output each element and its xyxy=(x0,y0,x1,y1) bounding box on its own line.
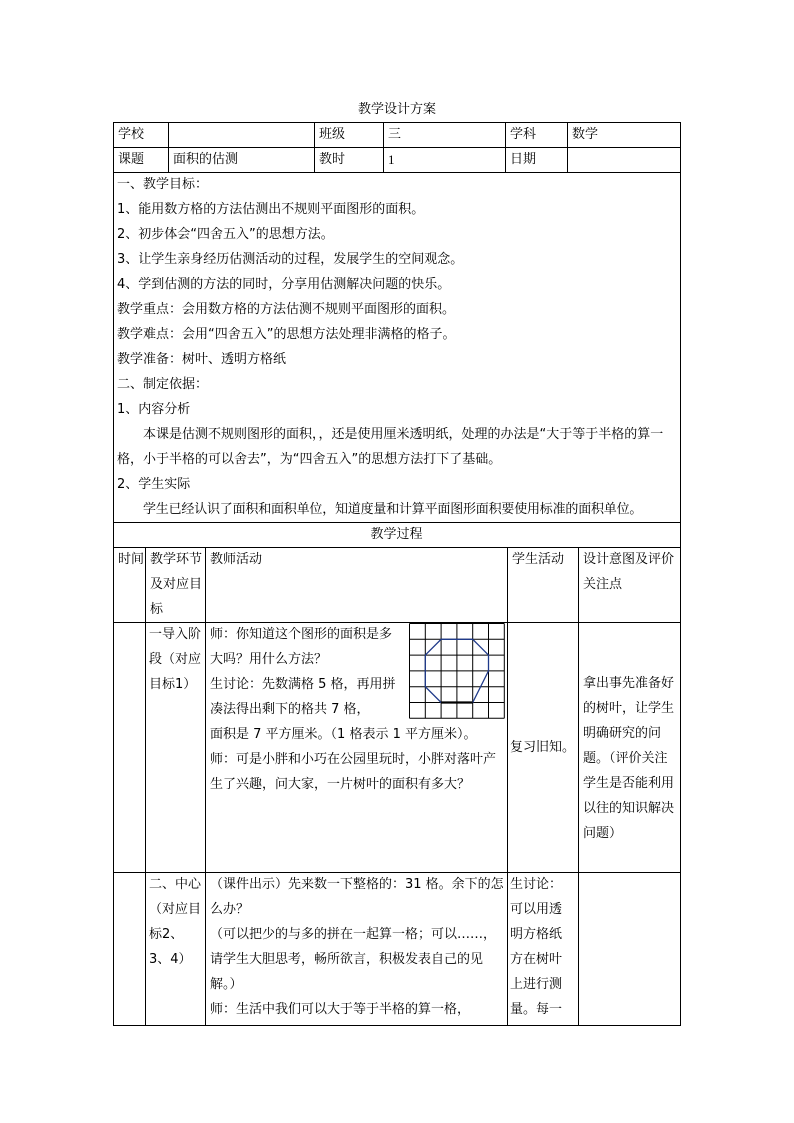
table-rule xyxy=(168,122,169,173)
teacher-activity-text: 师：你知道这个图形的面积是多大吗？用什么方法？ xyxy=(210,627,393,667)
preparation: 教学准备：树叶、透明方格纸 xyxy=(117,352,287,367)
teacher-activity-text: 师：生活中我们可以大于等于半格的算一格， xyxy=(210,1002,471,1017)
date-label: 日期 xyxy=(510,152,537,167)
grid-figure xyxy=(409,623,505,719)
row2-teacher xyxy=(205,872,507,1025)
row2-time xyxy=(113,872,145,1025)
header-student: 学生活动 xyxy=(512,552,565,567)
table-rule xyxy=(505,122,506,173)
subject-value: 数学 xyxy=(572,127,599,142)
key-point: 教学重点：会用数方格的方法估测不规则平面图形的面积。 xyxy=(117,302,456,317)
teacher-activity-text: 面积是 7 平方厘米。（1 格表示 1 平方厘米）。 xyxy=(210,727,477,742)
period-label: 教时 xyxy=(319,152,346,167)
date-value xyxy=(567,147,680,172)
table-rule xyxy=(113,872,681,873)
process-title: 教学过程 xyxy=(370,527,423,542)
table-rule xyxy=(113,147,681,148)
table-rule xyxy=(113,1025,681,1026)
basis-heading: 二、制定依据： xyxy=(117,377,209,392)
student-activity-text: 复习旧知。 xyxy=(510,739,576,755)
row2-design xyxy=(578,872,680,1025)
student-text: 学生已经认识了面积和面积单位，知道度量和计算平面图形面积要使用标准的面积单位。 xyxy=(143,502,643,517)
table-rule xyxy=(113,172,681,173)
table-rule xyxy=(507,547,508,1026)
period-value: 1 xyxy=(388,152,395,167)
objective-item: 4、学到估测的方法的同时，分享用估测解决问题的快乐。 xyxy=(117,277,451,292)
table-rule xyxy=(567,122,568,173)
objectives-heading: 一、教学目标： xyxy=(117,177,209,192)
square-grid-icon xyxy=(409,623,505,719)
header-time: 时间 xyxy=(118,552,145,567)
table-rule xyxy=(113,547,681,548)
row1-time xyxy=(113,622,145,872)
table-rule xyxy=(578,547,579,1026)
table-rule xyxy=(680,122,681,1026)
header-design: 设计意图及评价关注点 xyxy=(583,552,675,592)
document-title: 教学设计方案 xyxy=(357,102,436,117)
topic-label: 课题 xyxy=(118,152,145,167)
table-rule xyxy=(113,122,114,1026)
row2-student: 生讨论：可以用透明方格纸方在树叶上进行测量。每一 xyxy=(510,877,563,1017)
row1-design: 拿出事先准备好的树叶，让学生明确研究的问题。（评价关注学生是否能利用以往的知识解决问题） xyxy=(583,676,675,841)
row2-stage: 二、中心（对应目标2、3、4） xyxy=(149,877,202,967)
table-rule xyxy=(145,547,146,1026)
class-label: 班级 xyxy=(319,127,346,142)
table-rule xyxy=(113,622,681,623)
school-label: 学校 xyxy=(118,127,145,142)
objective-item: 1、能用数方格的方法估测出不规则平面图形的面积。 xyxy=(117,202,425,217)
class-value: 三 xyxy=(388,127,402,142)
table-rule xyxy=(113,522,681,523)
row1-stage: 一导入阶段（对应目标1） xyxy=(149,627,202,692)
school-value xyxy=(168,122,314,147)
content-text: 本课是估测不规则图形的面积，，还是使用厘米透明纸，处理的办法是“大于等于半格的算一格，小于半格的可以舍去”，为“四舍五入”的思想方法打下了基础。 xyxy=(117,427,664,467)
difficulty: 教学难点：会用“四舍五入”的思想方法处理非满格的格子。 xyxy=(117,327,456,342)
teacher-activity-text: 师：可是小胖和小巧在公园里玩时，小胖对落叶产生了兴趣，问大家，一片树叶的面积有多大？ xyxy=(210,752,497,792)
row1-student xyxy=(507,622,578,872)
table-rule xyxy=(314,122,315,173)
teacher-activity-text: （课件出示）先来数一下整格的：31 格。余下的怎么办？ xyxy=(210,877,504,917)
header-teacher: 教师活动 xyxy=(210,552,263,567)
subject-label: 学科 xyxy=(510,127,537,142)
content-heading: 1、内容分析 xyxy=(117,402,191,417)
table-rule xyxy=(113,122,681,123)
topic-value: 面积的估测 xyxy=(173,152,239,167)
objective-item: 3、让学生亲身经历估测活动的过程，发展学生的空间观念。 xyxy=(117,252,464,267)
teacher-activity-text: （可以把少的与多的拼在一起算一格；可以……，请学生大胆思考，畅所欲言，积极发表自己的见解。） xyxy=(210,927,497,992)
teacher-activity-text: 生讨论：先数满格 5 格，再用拼凑法得出剩下的格共 7 格， xyxy=(210,677,396,717)
row1-teacher xyxy=(205,622,507,872)
student-heading: 2、学生实际 xyxy=(117,477,191,492)
table-rule xyxy=(383,122,384,173)
table-rule xyxy=(205,547,206,1026)
objective-item: 2、初步体会“四舍五入”的思想方法。 xyxy=(117,227,334,242)
objectives-block xyxy=(113,172,680,522)
header-stage: 教学环节及对应目标 xyxy=(150,552,203,617)
